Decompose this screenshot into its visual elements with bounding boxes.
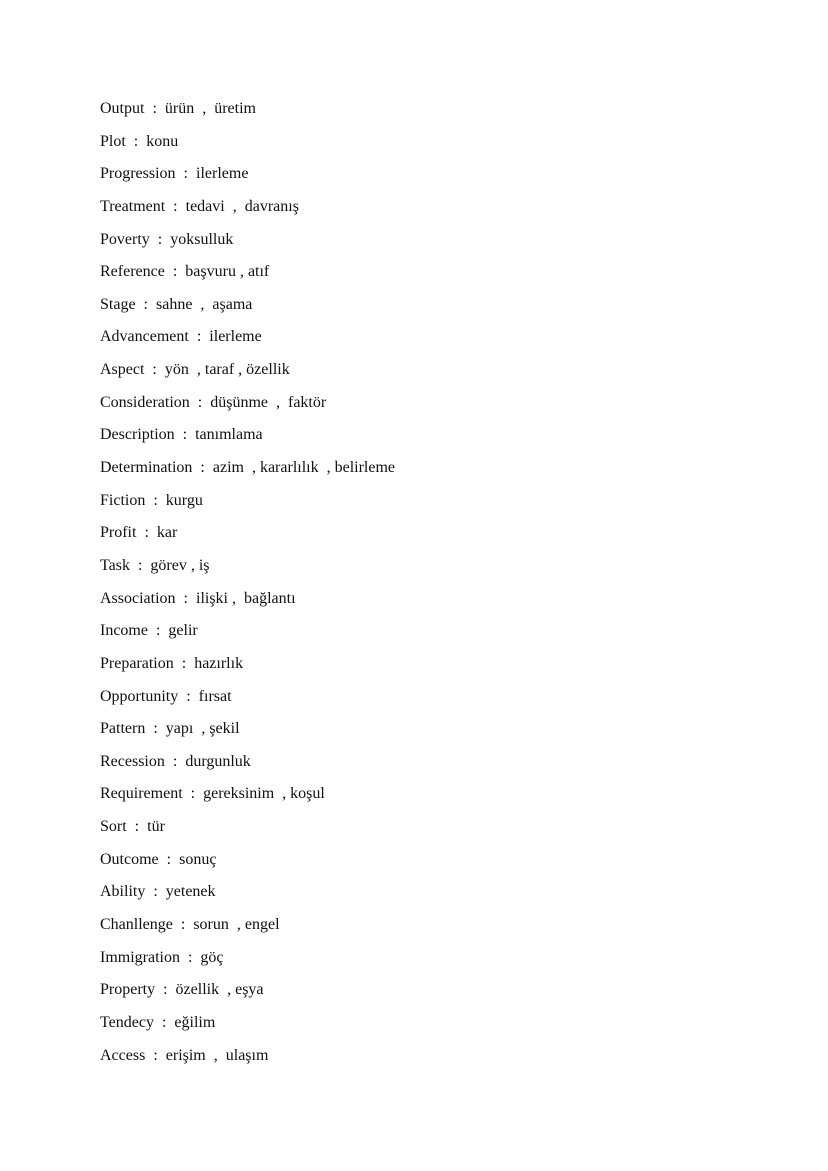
vocab-entry: Output : ürün , üretim xyxy=(100,100,256,117)
vocab-entry: Recession : durgunluk xyxy=(100,752,251,770)
vocab-entry: Requirement : gereksinim , koşul xyxy=(100,785,325,803)
vocab-entry: Income : gelir xyxy=(100,622,198,640)
vocab-entry: Association : ilişki , bağlantı xyxy=(100,589,296,607)
vocab-entry: Progression : ilerleme xyxy=(100,165,249,183)
vocab-entry: Immigration : göç xyxy=(100,948,224,966)
vocab-entry: Property : özellik , eşya xyxy=(100,981,264,999)
vocab-entry: Aspect : yön , taraf , özellik xyxy=(100,361,290,379)
vocab-entry: Opportunity : fırsat xyxy=(100,687,232,705)
vocab-entry: Outcome : sonuç xyxy=(100,850,217,868)
vocab-entry: Sort : tür xyxy=(100,818,165,836)
vocab-entry: Access : erişim , ulaşım xyxy=(100,1046,269,1064)
vocab-entry: Poverty : yoksulluk xyxy=(100,230,234,248)
vocab-entry: Determination : azim , kararlılık , belirleme xyxy=(100,459,396,477)
vocab-entry: Preparation : hazırlık xyxy=(100,654,244,672)
vocab-entry: Plot : konu xyxy=(100,132,179,150)
vocab-entry: Ability : yetenek xyxy=(100,883,216,901)
vocab-entry: Fiction : kurgu xyxy=(100,491,203,509)
vocab-entry: Tendecy : eğilim xyxy=(100,1013,216,1031)
vocab-entry: Advancement : ilerleme xyxy=(100,328,262,346)
vocabulary-list xyxy=(100,98,395,1077)
vocab-entry: Task : görev , iş xyxy=(100,556,210,574)
vocab-entry: Chanllenge : sorun , engel xyxy=(100,916,280,934)
vocab-entry: Stage : sahne , aşama xyxy=(100,295,253,313)
vocab-entry: Pattern : yapı , şekil xyxy=(100,720,240,738)
vocab-entry: Profit : kar xyxy=(100,524,178,542)
vocab-entry: Description : tanımlama xyxy=(100,426,263,444)
vocab-entry: Reference : başvuru , atıf xyxy=(100,263,270,281)
vocab-entry: Treatment : tedavi , davranış xyxy=(100,197,299,215)
vocab-entry: Consideration : düşünme , faktör xyxy=(100,393,327,411)
